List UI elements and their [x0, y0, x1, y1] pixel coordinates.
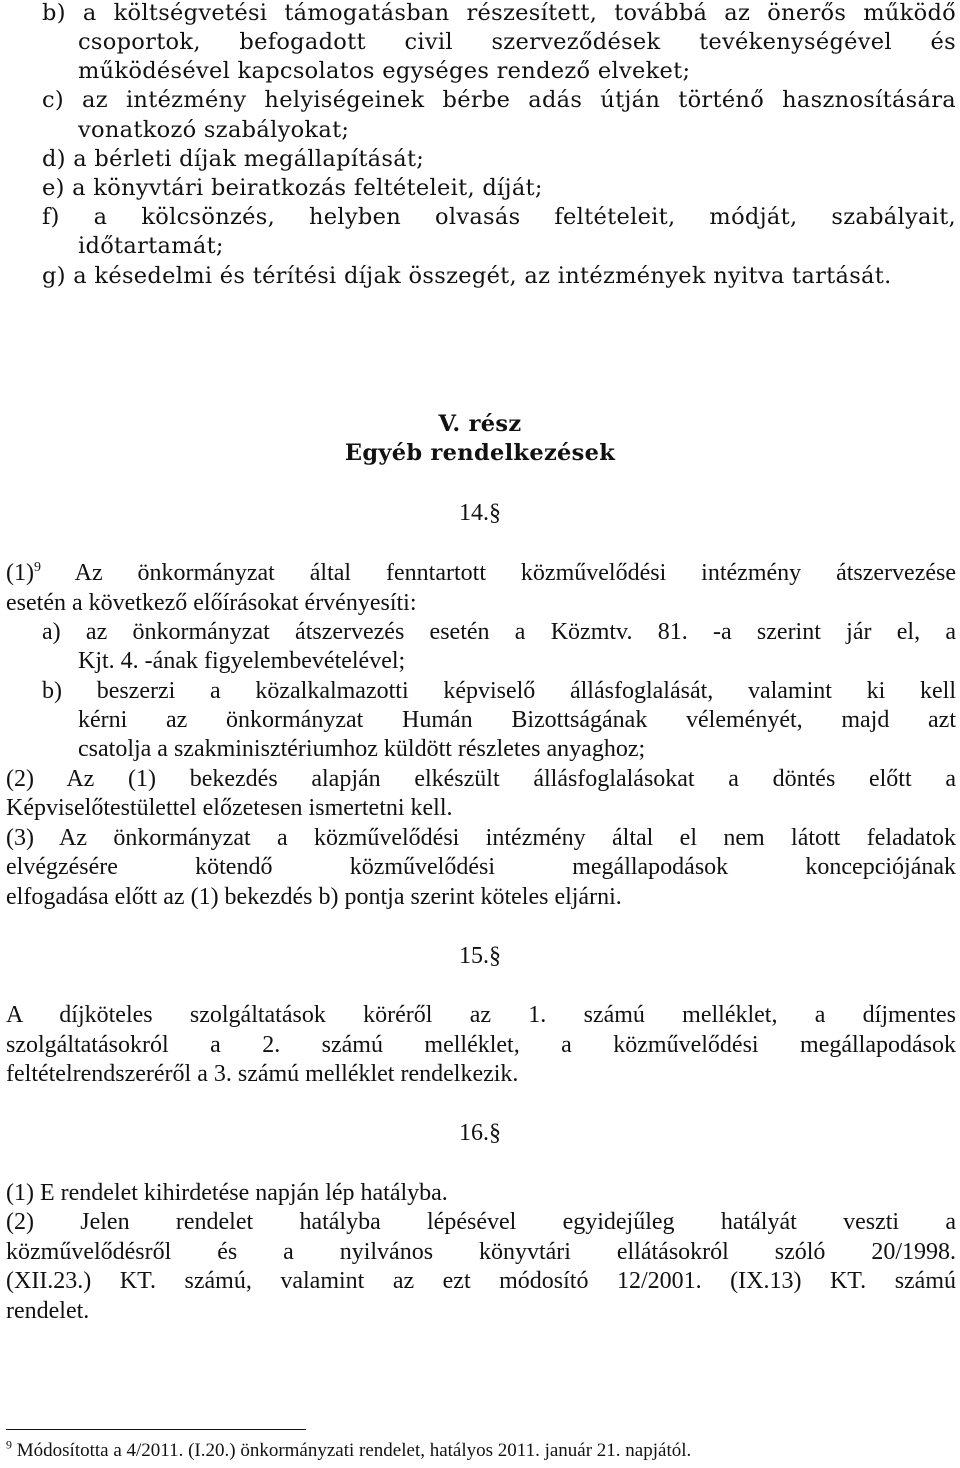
para-14-3-line2: elvégzésére kötendő közművelődési megállapodások koncepciójának: [6, 854, 956, 880]
para-16-2-line4: rendelet.: [6, 1298, 90, 1324]
footnote-ref[interactable]: 9: [33, 560, 41, 575]
list-item-c-line2: vonatkozó szabályokat;: [78, 117, 350, 143]
para-14-a-line1: a) az önkormányzat átszervezés esetén a Közmtv. 81. -a szerint jár el, a: [42, 619, 956, 645]
footnote-divider: [6, 1429, 306, 1430]
list-item-b-line1: b) a költségvetési támogatásban részesített, továbbá az önerős működő: [42, 0, 956, 26]
footnote-text: Módosította a 4/2011. (I.20.) önkormányzati rendelet, hatályos 2011. január 21. napjától.: [12, 1440, 692, 1461]
para-14-3-line3: elfogadása előtt az (1) bekezdés b) pontja szerint köteles eljárni.: [6, 884, 622, 910]
section-symbol-icon: §: [489, 943, 501, 969]
para-14-b-line3: csatolja a szakminisztériumhoz küldött részletes anyaghoz;: [78, 736, 646, 762]
list-item-d: d) a bérleti díjak megállapítását;: [42, 146, 425, 172]
para-14-1-line1: [6, 560, 956, 587]
para-16-2-line2: közművelődésről és a nyilvános könyvtári ellátásokról szóló 20/1998.: [6, 1239, 956, 1265]
para-14-3-line1: (3) Az önkormányzat a közművelődési intézmény által el nem látott feladatok: [6, 825, 956, 851]
section-15-number-text: 15.: [459, 943, 489, 969]
list-item-f-line1: f) a kölcsönzés, helyben olvasás feltételeit, módját, szabályait,: [42, 204, 956, 230]
section-14-number-text: 14.: [459, 500, 489, 526]
section-15-number: [0, 943, 960, 970]
part-heading: V. rész: [438, 411, 522, 437]
list-item-f-line2: időtartamát;: [78, 233, 224, 259]
section-symbol-icon: §: [489, 1120, 501, 1146]
para-16-2-line1: (2) Jelen rendelet hatályba lépésével egyidejűleg hatályát veszti a: [6, 1209, 956, 1235]
list-item-b-line3: működésével kapcsolatos egységes rendező elveket;: [78, 58, 691, 84]
list-item-b-line2: csoportok, befogadott civil szerveződések tevékenységével és: [78, 29, 956, 55]
footnote-marker: 9: [6, 1437, 12, 1452]
para-16-2-line3: (XII.23.) KT. számú, valamint az ezt módosító 12/2001. (IX.13) KT. számú: [6, 1268, 956, 1294]
section-symbol-icon: §: [489, 500, 501, 526]
para-14-1-label: (1): [6, 560, 34, 586]
para-14-a-line2: Kjt. 4. -ának figyelembevételével;: [78, 648, 406, 674]
para-14-1-line2: esetén a következő előírásokat érvényesíti:: [6, 590, 417, 616]
para-14-2-line2: Képviselőtestülettel előzetesen ismertetni kell.: [6, 795, 453, 821]
list-item-g: g) a késedelmi és térítési díjak összegét, az intézmények nyitva tartását.: [42, 263, 892, 289]
section-16-number: [0, 1120, 960, 1147]
list-item-e: e) a könyvtári beiratkozás feltételeit, díját;: [42, 175, 543, 201]
part-subheading: Egyéb rendelkezések: [344, 440, 616, 466]
para-14-1-text: Az önkormányzat által fenntartott közművelődési intézmény átszervezése: [40, 560, 956, 586]
para-14-b-line1: b) beszerzi a közalkalmazotti képviselő állásfoglalását, valamint ki kell: [42, 678, 956, 704]
footnote: [6, 1437, 692, 1462]
para-15-line1: A díjköteles szolgáltatások köréről az 1. számú melléklet, a díjmentes: [6, 1002, 956, 1028]
section-14-number: [0, 500, 960, 527]
para-15-line3: feltételrendszeréről a 3. számú melléklet rendelkezik.: [6, 1061, 519, 1087]
para-14-2-line1: (2) Az (1) bekezdés alapján elkészült állásfoglalásokat a döntés előtt a: [6, 766, 956, 792]
list-item-c-line1: c) az intézmény helyiségeinek bérbe adás útján történő hasznosítására: [42, 87, 956, 113]
para-14-b-line2: kérni az önkormányzat Humán Bizottságának véleményét, majd azt: [78, 707, 956, 733]
section-16-number-text: 16.: [459, 1120, 489, 1146]
para-15-line2: szolgáltatásokról a 2. számú melléklet, a közművelődési megállapodások: [6, 1032, 956, 1058]
para-16-1: (1) E rendelet kihirdetése napján lép hatályba.: [6, 1180, 448, 1206]
